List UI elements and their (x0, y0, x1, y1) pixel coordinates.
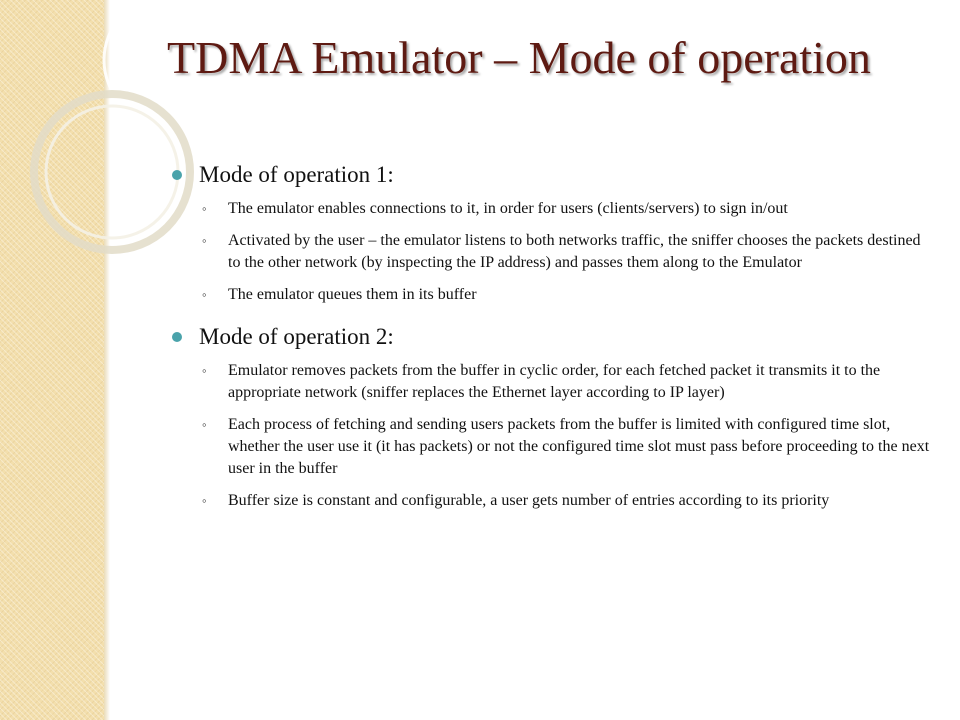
ring-bullet-icon: ◦ (202, 417, 207, 432)
list-item-text: Activated by the user – the emulator listens to both networks traffic, the sniffer chooses the packets destined to the other network (by inspecting the IP address) and passes them along to the Emulator (228, 232, 921, 271)
list-item-text: Emulator removes packets from the buffer in cyclic order, for each fetched packet it transmits it to the appropriate network (sniffer replaces the Ethernet layer according to IP layer) (228, 362, 881, 401)
ring-bullet-icon: ◦ (202, 201, 207, 216)
section-heading-text: Mode of operation 2: (199, 324, 394, 349)
list-item (172, 230, 932, 274)
list-item (172, 414, 932, 480)
ring-bullet-icon: ◦ (202, 493, 207, 508)
section-heading-mode-2 (172, 322, 932, 352)
content-body (172, 160, 932, 522)
section-heading-mode-1 (172, 160, 932, 190)
ring-bullet-icon: ◦ (202, 233, 207, 248)
page-title: TDMA Emulator – Mode of operation (167, 32, 871, 83)
section-heading-text: Mode of operation 1: (199, 162, 394, 187)
list-item-text: Each process of fetching and sending users packets from the buffer is limited with configured time slot, whether the user use it (it has packets) or not the configured time slot must pass before proceeding to the next user in the buffer (228, 416, 930, 477)
filled-circle-bullet-icon (172, 332, 182, 342)
list-item (172, 360, 932, 404)
filled-circle-bullet-icon (172, 170, 182, 180)
list-item (172, 490, 932, 512)
ring-bullet-icon: ◦ (202, 363, 207, 378)
ring-bullet-icon: ◦ (202, 287, 207, 302)
list-item (172, 284, 932, 306)
list-item-text: Buffer size is constant and configurable, a user gets number of entries according to its priority (228, 492, 830, 509)
list-item-text: The emulator enables connections to it, in order for users (clients/servers) to sign in/out (228, 200, 788, 217)
list-item (172, 198, 932, 220)
list-item-text: The emulator queues them in its buffer (228, 286, 477, 303)
